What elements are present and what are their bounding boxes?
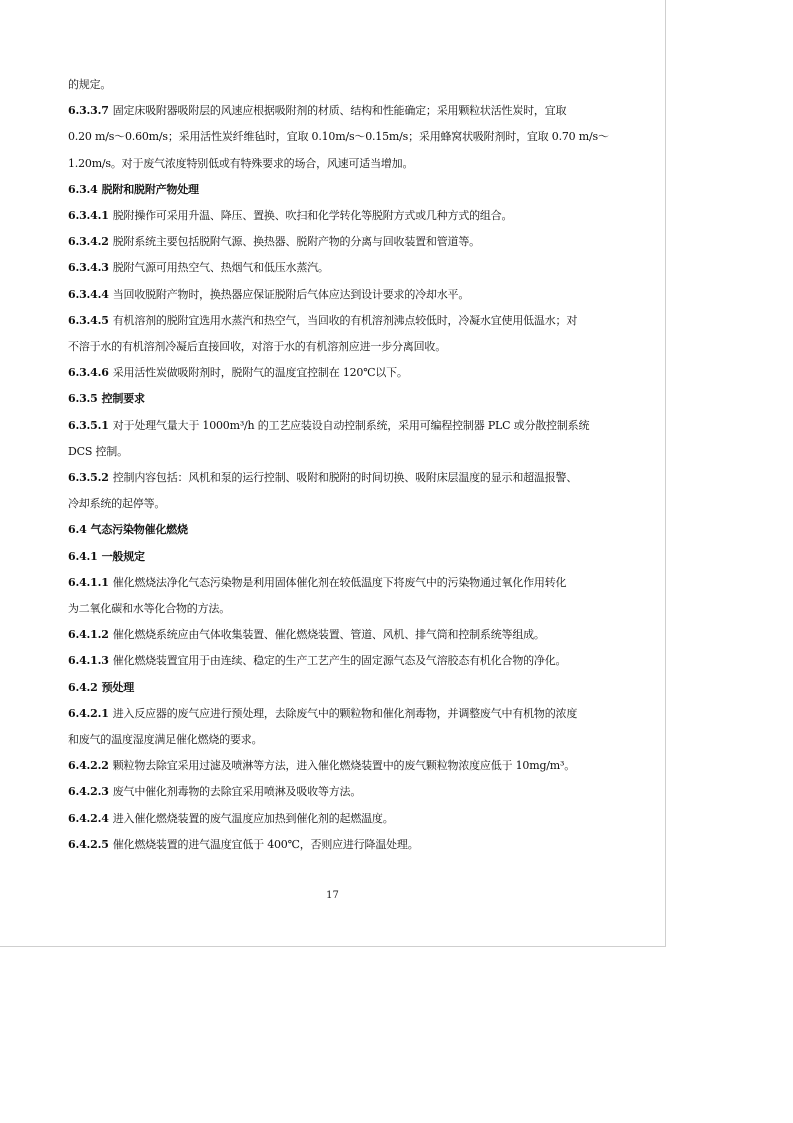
line-text: 催化燃烧装置的进气温度宜低于 400℃，否则应进行降温处理。 <box>112 837 419 851</box>
section-heading <box>68 517 614 543</box>
text-line <box>68 177 614 203</box>
line-text: 进入催化燃烧装置的废气温度应加热到催化剂的起燃温度。 <box>112 811 394 825</box>
clause-paragraph <box>68 413 614 465</box>
clause-paragraph <box>68 806 614 832</box>
line-text: 冷却系统的起停等。 <box>68 497 166 511</box>
heading-text: 预处理 <box>101 680 135 694</box>
text-line <box>68 282 614 308</box>
line-text: 和废气的温度湿度满足催化燃烧的要求。 <box>68 733 263 747</box>
text-line <box>68 360 614 386</box>
line-text: 有机溶剂的脱附宜选用水蒸汽和热空气，当回收的有机溶剂沸点较低时，冷凝水宜使用低温水；对 <box>112 313 578 327</box>
clause-paragraph <box>68 308 614 360</box>
text-line <box>68 727 614 753</box>
clause-number: 6.3.4.2 <box>68 235 109 249</box>
clause-paragraph <box>68 701 614 753</box>
text-line <box>68 544 614 570</box>
section-heading <box>68 675 614 701</box>
text-line <box>68 648 614 674</box>
line-text: 对于处理气量大于 1000m³/h 的工艺应装设自动控制系统，采用可编程控制器 PLC 或分散控制系统 <box>112 418 590 432</box>
line-text: 固定床吸附器吸附层的风速应根据吸附剂的材质、结构和性能确定；采用颗粒状活性炭时，宜取 <box>112 104 567 118</box>
text-line <box>68 622 614 648</box>
document-body <box>68 72 614 858</box>
heading-text: 一般规定 <box>101 549 145 563</box>
text-line <box>68 753 614 779</box>
line-text: 不溶于水的有机溶剂冷凝后直接回收，对溶于水的有机溶剂应进一步分离回收。 <box>68 340 446 354</box>
clause-paragraph <box>68 832 614 858</box>
line-text: 脱附系统主要包括脱附气源、换热器、脱附产物的分离与回收装置和管道等。 <box>112 235 480 249</box>
heading-number: 6.3.4 <box>68 182 98 196</box>
clause-paragraph <box>68 203 614 229</box>
line-text: DCS 控制。 <box>68 444 128 458</box>
text-line <box>68 570 614 596</box>
clause-number: 6.4.1.2 <box>68 628 109 642</box>
line-text: 进入反应器的废气应进行预处理，去除废气中的颗粒物和催化剂毒物，并调整废气中有机物的浓度 <box>112 706 578 720</box>
clause-number: 6.4.2.5 <box>68 837 109 851</box>
clause-number: 6.3.4.4 <box>68 287 109 301</box>
section-heading <box>68 177 614 203</box>
clause-number: 6.3.4.1 <box>68 209 109 223</box>
line-text: 催化燃烧法净化气态污染物是利用固体催化剂在较低温度下将废气中的污染物通过氧化作用转化 <box>112 575 567 589</box>
text-line <box>68 151 614 177</box>
text-line <box>68 413 614 439</box>
line-text: 0.20 m/s～0.60m/s；采用活性炭纤维毡时，宜取 0.10m/s～0.15m/s；采用蜂窝状吸附剂时，宜取 0.70 m/s～ <box>68 130 609 144</box>
clause-paragraph <box>68 282 614 308</box>
clause-paragraph <box>68 779 614 805</box>
text-line <box>68 386 614 412</box>
line-text: 脱附气源可用热空气、热烟气和低压水蒸汽。 <box>112 261 329 275</box>
clause-number: 6.4.2.2 <box>68 759 109 773</box>
clause-paragraph <box>68 570 614 622</box>
line-text: 废气中催化剂毒物的去除宜采用喷淋及吸收等方法。 <box>112 785 362 799</box>
clause-paragraph <box>68 622 614 648</box>
section-heading <box>68 544 614 570</box>
clause-number: 6.3.5.1 <box>68 418 109 432</box>
text-line <box>68 701 614 727</box>
text-line <box>68 517 614 543</box>
line-text: 当回收脱附产物时，换热器应保证脱附后气体应达到设计要求的冷却水平。 <box>112 287 470 301</box>
heading-number: 6.4 <box>68 523 87 537</box>
text-line <box>68 308 614 334</box>
heading-text: 脱附和脱附产物处理 <box>101 182 199 196</box>
clause-number: 6.3.4.6 <box>68 366 109 380</box>
line-text: 的规定。 <box>68 78 112 91</box>
line-text: 采用活性炭做吸附剂时，脱附气的温度宜控制在 120℃以下。 <box>112 366 408 380</box>
text-line <box>68 72 614 98</box>
clause-paragraph <box>68 360 614 386</box>
line-text: 1.20m/s。对于废气浓度特别低或有特殊要求的场合，风速可适当增加。 <box>68 156 414 170</box>
text-line <box>68 255 614 281</box>
clause-paragraph <box>68 465 614 517</box>
clause-number: 6.3.3.7 <box>68 104 109 118</box>
text-line <box>68 229 614 255</box>
text-line <box>68 439 614 465</box>
clause-paragraph <box>68 753 614 779</box>
clause-paragraph <box>68 648 614 674</box>
heading-number: 6.4.2 <box>68 680 98 694</box>
clause-number: 6.3.5.2 <box>68 471 109 485</box>
line-text: 颗粒物去除宜采用过滤及喷淋等方法，进入催化燃烧装置中的废气颗粒物浓度应低于 10mg/m³。 <box>112 759 576 773</box>
text-line <box>68 675 614 701</box>
heading-text: 控制要求 <box>101 392 145 406</box>
clause-number: 6.4.2.3 <box>68 785 109 799</box>
line-text: 催化燃烧系统应由气体收集装置、催化燃烧装置、管道、风机、排气筒和控制系统等组成。 <box>112 628 545 642</box>
text-line <box>68 334 614 360</box>
text-line <box>68 465 614 491</box>
clause-paragraph <box>68 255 614 281</box>
clause-number: 6.4.2.1 <box>68 706 109 720</box>
text-line <box>68 98 614 124</box>
page-number: 17 <box>326 890 339 901</box>
text-line <box>68 596 614 622</box>
text-paragraph <box>68 72 614 98</box>
text-line <box>68 124 614 150</box>
text-line <box>68 806 614 832</box>
heading-text: 气态污染物催化燃烧 <box>90 523 188 537</box>
heading-number: 6.3.5 <box>68 392 98 406</box>
heading-number: 6.4.1 <box>68 549 98 563</box>
text-line <box>68 832 614 858</box>
clause-number: 6.4.1.3 <box>68 654 109 668</box>
clause-number: 6.4.2.4 <box>68 811 109 825</box>
clause-number: 6.4.1.1 <box>68 575 109 589</box>
clause-number: 6.3.4.5 <box>68 313 109 327</box>
text-line <box>68 491 614 517</box>
clause-paragraph <box>68 98 614 177</box>
line-text: 为二氧化碳和水等化合物的方法。 <box>68 602 230 616</box>
section-heading <box>68 386 614 412</box>
line-text: 控制内容包括：风机和泵的运行控制、吸附和脱附的时间切换、吸附床层温度的显示和超温报警、 <box>112 471 578 485</box>
line-text: 催化燃烧装置宜用于由连续、稳定的生产工艺产生的固定源气态及气溶胶态有机化合物的净化。 <box>112 654 567 668</box>
clause-paragraph <box>68 229 614 255</box>
text-line <box>68 203 614 229</box>
clause-number: 6.3.4.3 <box>68 261 109 275</box>
text-line <box>68 779 614 805</box>
line-text: 脱附操作可采用升温、降压、置换、吹扫和化学转化等脱附方式或几种方式的组合。 <box>112 209 513 223</box>
